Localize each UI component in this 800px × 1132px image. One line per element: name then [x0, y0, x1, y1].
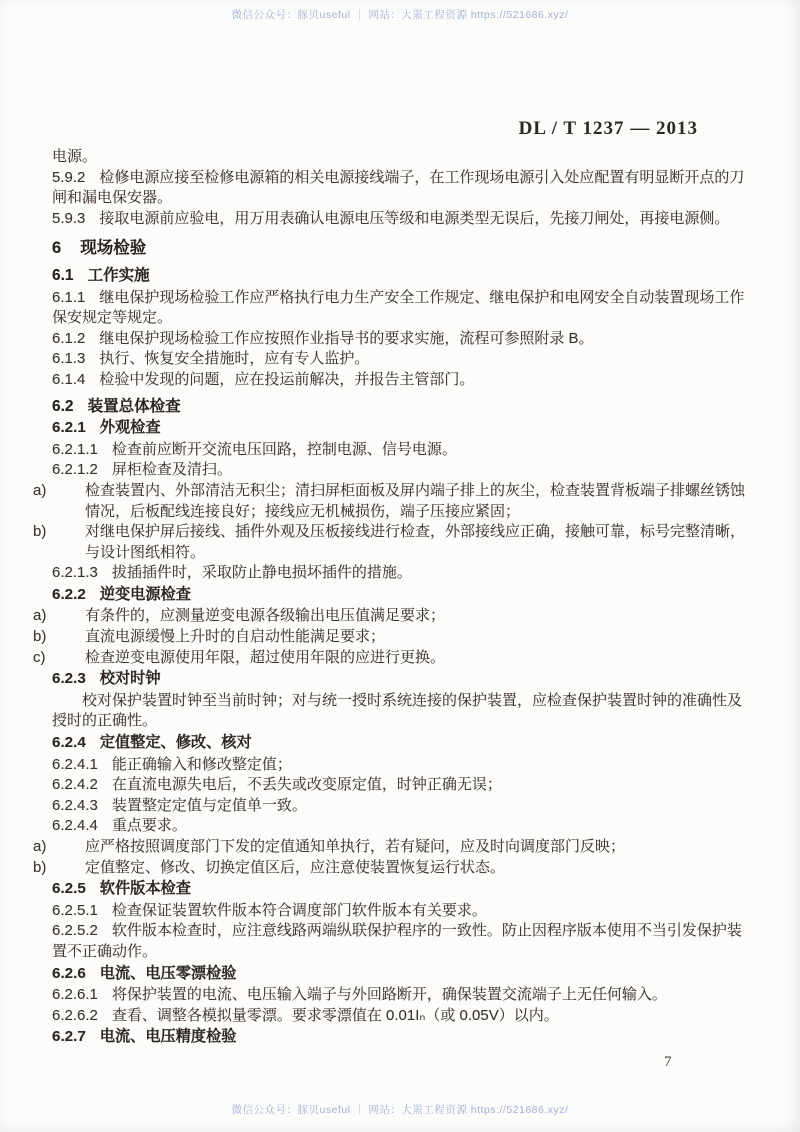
paragraph: 6.2.5.1 检查保证装置软件版本符合调度部门软件版本有关要求。	[52, 901, 487, 919]
clause-number: b)	[33, 628, 47, 646]
paragraph: a) 应严格按照调度部门下发的定值通知单执行，若有疑问，应及时向调度部门反映；	[85, 837, 748, 858]
clause-number: 6.1	[52, 266, 74, 284]
clause-number: 6.2.4.4	[52, 817, 98, 835]
paragraph: 6.2.4.4 重点要求。	[52, 817, 187, 835]
clause-number: 6.2.1.2	[52, 461, 98, 479]
section-heading: 6 现场检验	[52, 239, 147, 258]
paragraph: a) 检查装置内、外部清洁无积尘；清扫屏柜面板及屏内端子排上的灰尘，检查装置背板端子排螺丝锈蚀情况，后板配线连接良好；接线应无机械损伤，端子压接应紧固；	[33, 481, 746, 520]
clause-number: 6.2.1.1	[52, 440, 98, 458]
clause-number: 6.2.2	[52, 585, 86, 603]
clause-number: 6.2	[52, 397, 74, 415]
paragraph: c) 检查逆变电源使用年限，超过使用年限的应进行更换。	[85, 648, 748, 669]
clause-number: 6.2.5.1	[52, 901, 98, 919]
section-heading: 6.2.2 逆变电源检查	[52, 585, 191, 603]
clause-number: 6.1.1	[52, 288, 86, 306]
clause-number: 6.2.7	[52, 1028, 86, 1046]
section-heading: 6.2.1 外观检查	[52, 419, 161, 437]
watermark-top: 微信公众号：豚贝useful ｜ 网站：大罴工程资源 https://521686.xyz/	[231, 9, 569, 21]
paragraph: 6.2.4.3 装置整定定值与定值单一致。	[52, 796, 307, 814]
clause-number: 6.2.6.1	[52, 986, 98, 1004]
section-heading: 6.2.3 校对时钟	[52, 670, 161, 688]
clause-number: a)	[33, 607, 47, 625]
paragraph: 6.2.4.2 在直流电源失电后，不丢失或改变原定值，时钟正确无误；	[52, 776, 502, 794]
section-heading: 6.1 工作实施	[52, 266, 150, 284]
clause-number: 6.2.5.2	[52, 922, 98, 940]
clause-number: c)	[33, 648, 46, 666]
paragraph: b) 对继电保护屏后接线、插件外观及压板接线进行检查，外部接线应正确，接触可靠，标号完整清晰，与设计图纸相符。	[33, 523, 746, 561]
clause-number: 6.1.2	[52, 329, 86, 347]
clause-number: 6.2.1.3	[52, 564, 98, 582]
paragraph: 6.1.1 继电保护现场检验工作应严格执行电力生产安全工作规定、继电保护和电网安全自动装置现场工作保安规定等规定。	[52, 288, 745, 327]
paragraph: b) 定值整定、修改、切换定值区后，应注意使装置恢复运行状态。	[85, 858, 748, 879]
clause-number: 5.9.2	[52, 168, 86, 186]
doc-number: DL / T 1237 — 2013	[518, 118, 698, 139]
clause-number: 6.2.1	[52, 419, 86, 437]
paragraph: 6.1.4 检验中发现的问题，应在投运前解决，并报告主管部门。	[52, 370, 475, 388]
paragraph: 6.2.4.1 能正确输入和修改整定值；	[52, 755, 292, 773]
paragraph: 6.2.1.1 检查前应断开交流电压回路，控制电源、信号电源。	[52, 440, 457, 458]
paragraph: 5.9.3 接取电源前应验电，用万用表确认电源电压等级和电源类型无误后，先接刀闸处，再接电源侧。	[52, 209, 730, 227]
paragraph: 6.1.3 执行、恢复安全措施时，应有专人监护。	[52, 350, 370, 368]
clause-number: 6.2.6	[52, 964, 86, 982]
clause-number: 6	[52, 239, 62, 258]
clause-number: b)	[33, 523, 47, 541]
section-heading: 6.2.5 软件版本检查	[52, 880, 191, 898]
paragraph: 5.9.2 检修电源应接至检修电源箱的相关电源接线端子，在工作现场电源引入处应配置有明显断开点的刀闸和漏电保安器。	[52, 168, 745, 207]
paragraph: 6.1.2 继电保护现场检验工作应按照作业指导书的要求实施，流程可参照附录 B。	[52, 329, 594, 347]
paragraph: b) 直流电源缓慢上升时的自启动性能满足要求；	[85, 627, 748, 648]
clause-number: b)	[33, 858, 47, 876]
watermark-bottom: 微信公众号：豚贝useful ｜ 网站：大罴工程资源 https://521686.xyz/	[231, 1104, 569, 1116]
paragraph: 6.2.1.3 拔插插件时，采取防止静电损坏插件的措施。	[52, 564, 412, 582]
clause-number: 6.2.4.2	[52, 776, 98, 794]
paragraph: 6.2.6.1 将保护装置的电流、电压输入端子与外回路断开，确保装置交流端子上无任何输入。	[52, 986, 667, 1004]
document-body	[33, 147, 748, 1049]
clause-number: 6.2.4	[52, 734, 86, 752]
clause-number: 6.2.3	[52, 670, 86, 688]
section-heading: 6.2.4 定值整定、修改、核对	[52, 734, 252, 752]
paragraph: 6.2.1.2 屏柜检查及清扫。	[52, 461, 232, 479]
clause-number: 6.2.4.3	[52, 796, 98, 814]
paragraph: a) 有条件的，应测量逆变电源各级输出电压值满足要求；	[85, 606, 748, 627]
page-number: 7	[664, 1054, 672, 1070]
clause-number: 6.1.3	[52, 350, 86, 368]
clause-number: 6.2.4.1	[52, 755, 98, 773]
clause-number: a)	[33, 481, 47, 499]
section-heading: 6.2.6 电流、电压零漂检验	[52, 964, 237, 982]
clause-number: a)	[33, 838, 47, 855]
clause-number: 6.2.6.2	[52, 1006, 98, 1024]
clause-number: 6.1.4	[52, 370, 86, 388]
section-heading: 6.2 装置总体检查	[52, 397, 181, 415]
clause-number: 6.2.5	[52, 880, 86, 898]
paragraph: 6.2.5.2 软件版本检查时，应注意线路两端纵联保护程序的一致性。防止因程序版本使用不当引发保护装置不正确动作。	[52, 922, 742, 960]
section-heading: 6.2.7 电流、电压精度检验	[52, 1028, 237, 1046]
paragraph: 电源。	[52, 148, 98, 165]
clause-number: 5.9.3	[52, 209, 86, 227]
paragraph: 校对保护装置时钟至当前时钟；对与统一授时系统连接的保护装置，应检查保护装置时钟的准确性及授时的正确性。	[52, 691, 743, 730]
paragraph: 6.2.6.2 查看、调整各模拟量零漂。要求零漂值在 0.01Iₙ（或 0.05V）以内。	[52, 1006, 559, 1024]
